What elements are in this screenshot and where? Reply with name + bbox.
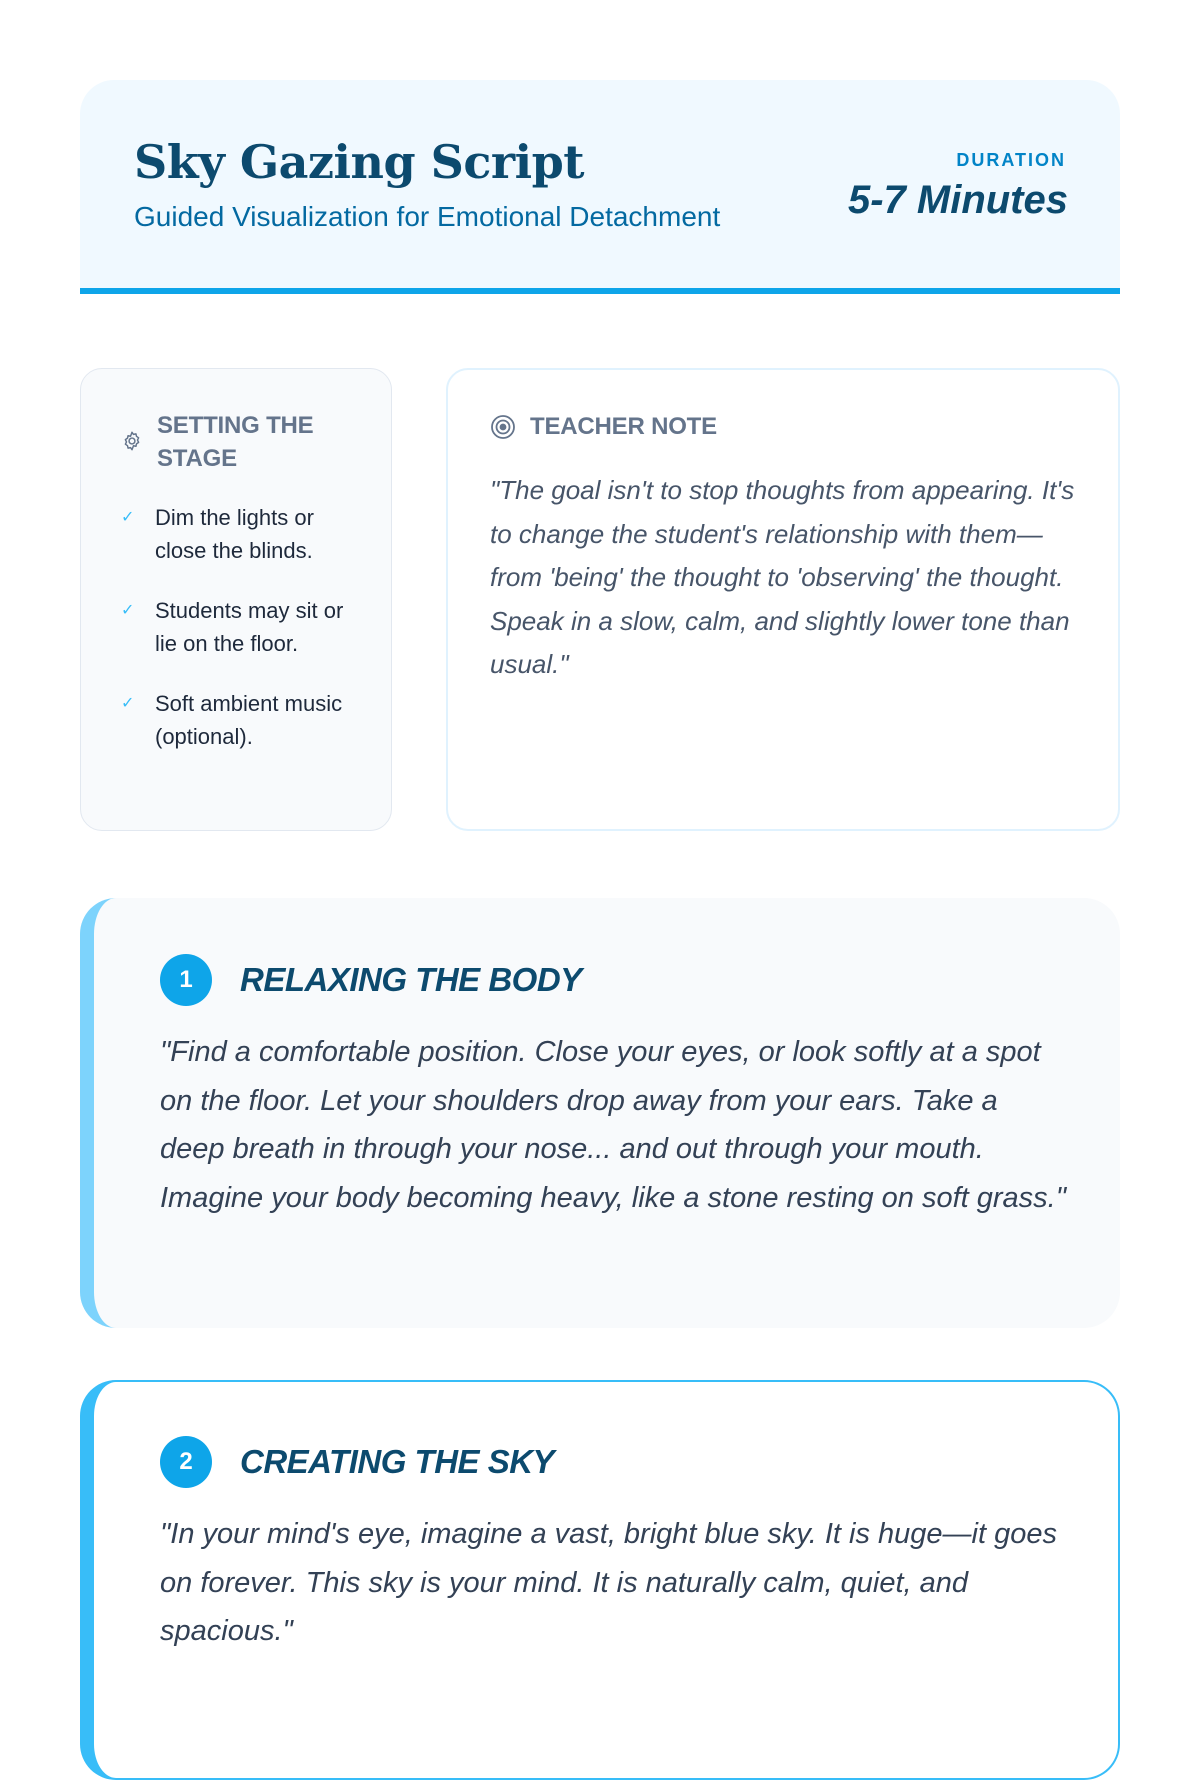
check-icon: ✓ [121, 509, 135, 526]
section-creating-the-sky [80, 1380, 1120, 1780]
section-title: CREATING THE SKY [240, 1443, 555, 1480]
setting-the-stage-card [80, 368, 392, 831]
step-number-badge: 1 [160, 954, 212, 1006]
stage-checklist [121, 501, 367, 753]
note-heading: TEACHER NOTE [530, 413, 717, 440]
list-item [121, 594, 367, 660]
page-subtitle: Guided Visualization for Emotional Detachment [134, 201, 721, 232]
list-item [121, 687, 367, 753]
stage-heading: SETTING THE STAGE [157, 412, 314, 472]
header-banner [80, 80, 1120, 294]
step-number-badge: 2 [160, 1436, 212, 1488]
duration-value: 5-7 Minutes [847, 178, 1068, 222]
section-script-text: "In your mind's eye, imagine a vast, bright blue sky. It is huge—it goes on forever. This sky is your mind. It is naturally calm, quiet, and spacious." [160, 1518, 1058, 1647]
note-card-header [490, 410, 1078, 443]
section-header [160, 954, 1070, 1006]
stage-card-header [121, 409, 367, 475]
section-header [160, 1436, 1068, 1488]
section-script-text: "Find a comfortable position. Close your eyes, or look softly at a spot on the floor. Let your shoulders drop away from your ears. Take a deep breath in through your nose... and out through your mouth. Imagine your body becoming heavy, like a stone resting on soft grass." [160, 1036, 1067, 1214]
target-icon [490, 414, 516, 440]
stage-item-text: Students may sit or lie on the floor. [155, 598, 344, 656]
section-relaxing-the-body [80, 898, 1120, 1328]
check-icon: ✓ [121, 695, 135, 712]
teacher-note-text: "The goal isn't to stop thoughts from appearing. It's to change the student's relationship with them—from 'being' the thought to 'observing' the thought. Speak in a slow, calm, and slightly lower tone than usual." [490, 475, 1075, 679]
teacher-note-card [446, 368, 1120, 831]
check-icon: ✓ [121, 602, 135, 619]
stage-item-text: Soft ambient music (optional). [155, 691, 343, 749]
script-page [80, 80, 1120, 1647]
duration-label: DURATION [956, 150, 1066, 170]
page-title: Sky Gazing Script [134, 135, 584, 189]
list-item [121, 501, 367, 567]
stage-item-text: Dim the lights or close the blinds. [155, 505, 314, 563]
section-title: RELAXING THE BODY [240, 961, 582, 998]
gear-icon [121, 430, 143, 452]
